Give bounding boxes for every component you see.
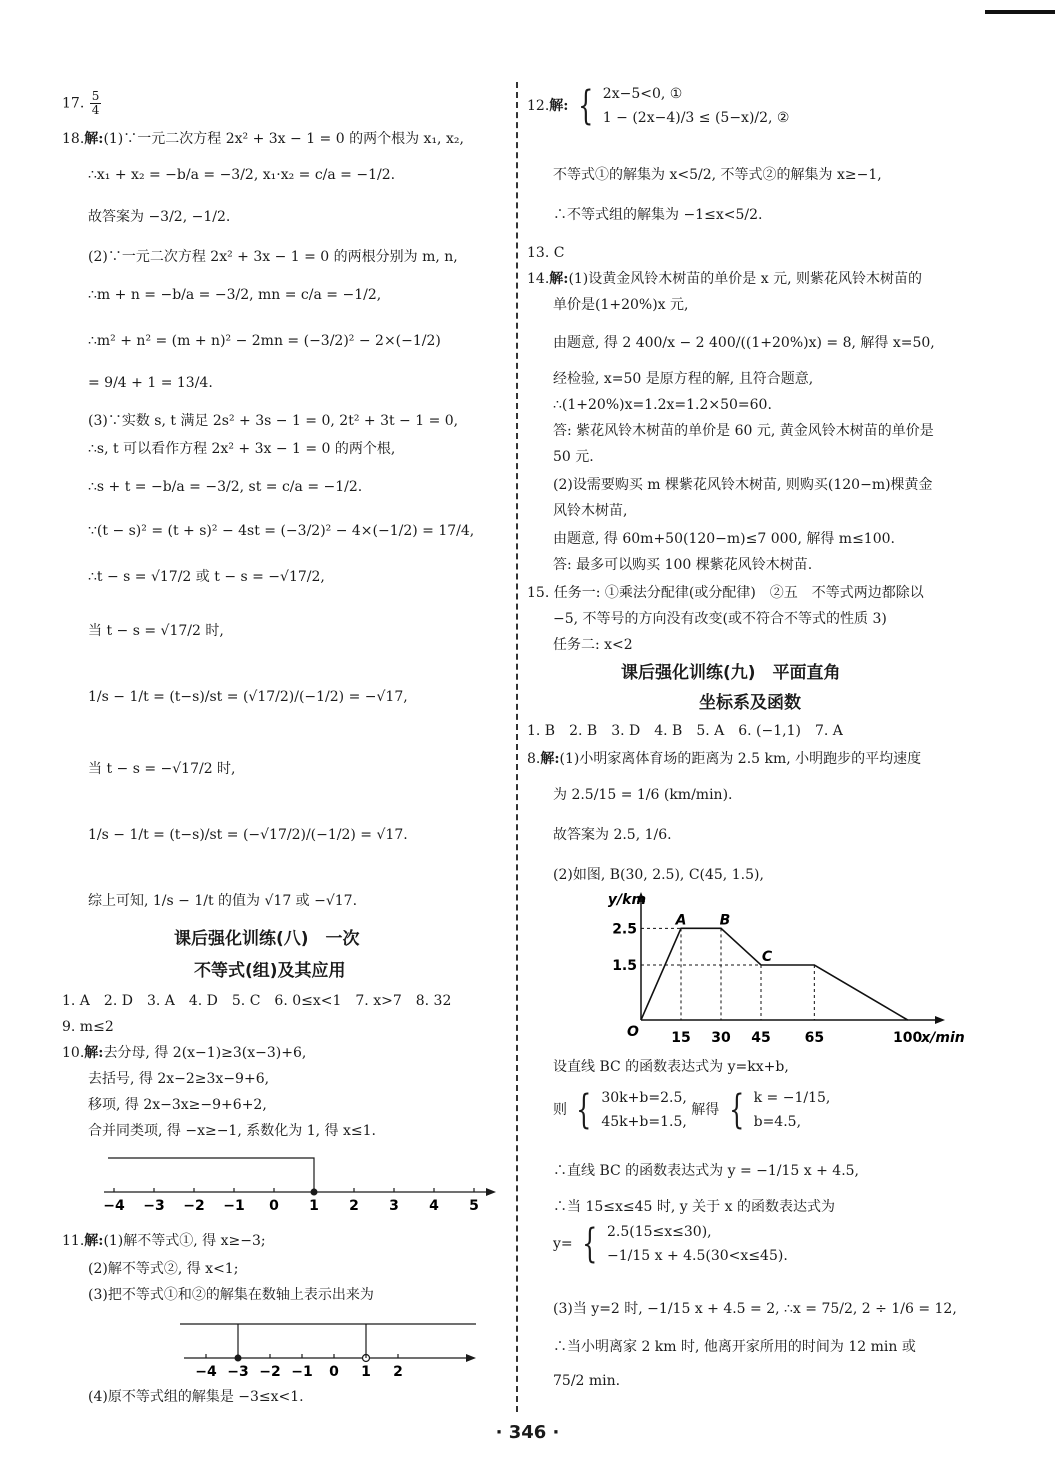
- text-line: (2)设需要购买 m 棵紫花风铃木树苗, 则购买(120−m)棵黄金: [553, 477, 933, 493]
- text-line: (4)原不等式组的解集是 −3≤x<1.: [88, 1389, 304, 1405]
- y-tick-label: 1.5: [612, 958, 637, 974]
- x-tick-label: 45: [751, 1030, 771, 1046]
- answer-12: 12.解: { 2x−5<0, ① 1 − (2x−4)/3 ≤ (5−x)/2, ②: [527, 83, 790, 129]
- text-line: ∴当 15≤x≤45 时, y 关于 x 的函数表达式为: [553, 1199, 835, 1215]
- origin-label: O: [627, 1024, 639, 1040]
- text-line: 合并同类项, 得 −x≥−1, 系数化为 1, 得 x≤1.: [88, 1123, 376, 1139]
- top-rule: [985, 10, 1055, 14]
- text-line: 移项, 得 2x−3x≥−9+6+2,: [88, 1097, 267, 1113]
- text-line: 答: 紫花风铃木树苗的单价是 60 元, 黄金风铃木树苗的单价是: [553, 423, 934, 439]
- text-line: 任务二: x<2: [553, 637, 633, 653]
- x-tick-label: 30: [711, 1030, 731, 1046]
- number-line-2: [180, 1312, 480, 1382]
- text-line: 1. A 2. D 3. A 4. D 5. C 6. 0≤x<1 7. x>7 8. 32: [62, 993, 452, 1009]
- text-line: ∴s, t 可以看作方程 2x² + 3x − 1 = 0 的两个根,: [88, 441, 396, 457]
- text-line: (2)如图, B(30, 2.5), C(45, 1.5),: [553, 867, 764, 883]
- tick-label: −3: [227, 1364, 249, 1380]
- text-line: ∴直线 BC 的函数表达式为 y = −1/15 x + 4.5,: [553, 1163, 860, 1179]
- text-line: 单价是(1+20%)x 元,: [553, 297, 689, 313]
- distance-time-graph: [607, 890, 967, 1050]
- text-line: ∴(1+20%)x=1.2x=1.2×50=60.: [553, 397, 772, 413]
- text-line: −5, 不等号的方向没有改变(或不符合不等式的性质 3): [553, 611, 887, 627]
- fraction: $\frac{5}{4}$: [91, 89, 100, 117]
- x-tick-label: 100: [893, 1030, 923, 1046]
- text-line: 经检验, x=50 是原方程的解, 且符合题意,: [553, 371, 814, 387]
- text-line: (2)解不等式②, 得 x<1;: [88, 1261, 239, 1277]
- text-line: ∴s + t = −b/a = −3/2, st = c/a = −1/2.: [88, 479, 363, 495]
- text-line: (3)∵实数 s, t 满足 2s² + 3s − 1 = 0, 2t² + 3t − 1 = 0,: [88, 413, 459, 429]
- x-axis-label: x/min: [921, 1030, 965, 1046]
- text-line: 1. B 2. B 3. D 4. B 5. A 6. (−1,1) 7. A: [527, 723, 843, 739]
- tick-label: 1: [309, 1198, 319, 1214]
- text-line: 由题意, 得 2 400/x − 2 400/((1+20%)x) = 8, 解得 x=50,: [553, 335, 935, 351]
- number-line-1: [100, 1154, 500, 1224]
- point-label: B: [719, 912, 731, 929]
- column-divider: [516, 82, 518, 1412]
- text-line: ∵(t − s)² = (t + s)² − 4st = (−3/2)² − 4×(−1/2) = 17/4,: [88, 523, 475, 539]
- text-line: 当 t − s = √17/2 时,: [88, 623, 224, 639]
- system-line: 则 { 30k+b=2.5, 45k+b=1.5, 解得 { k = −1/15, b=4.5,: [553, 1087, 831, 1133]
- text-line: (3)当 y=2 时, −1/15 x + 4.5 = 2, ∴x = 75/2, 2 ÷ 1/6 = 12,: [553, 1301, 957, 1317]
- text-line: (2)∵一元二次方程 2x² + 3x − 1 = 0 的两根分别为 m, n,: [88, 249, 458, 265]
- tick-label: −4: [103, 1198, 125, 1214]
- tick-label: −2: [259, 1364, 281, 1380]
- answer-11: 11.解:(1)解不等式①, 得 x≥−3;: [62, 1233, 266, 1249]
- tick-label: −1: [223, 1198, 245, 1214]
- text-line: ∴m + n = −b/a = −3/2, mn = c/a = −1/2,: [88, 287, 382, 303]
- x-arrow: [935, 1016, 945, 1024]
- piecewise-function: y= { 2.5(15≤x≤30), −1/15 x + 4.5(30<x≤45).: [553, 1221, 788, 1267]
- text-line: ∴不等式组的解集为 −1≤x<5/2.: [553, 207, 763, 223]
- x-tick-label: 15: [671, 1030, 691, 1046]
- section-heading: 课后强化训练(九) 平面直角: [621, 663, 841, 683]
- answer-18: 18.解:(1)∵一元二次方程 2x² + 3x − 1 = 0 的两个根为 x₁, x₂,: [62, 131, 464, 147]
- tick-label: 2: [349, 1198, 359, 1214]
- y-axis-label: y/km: [607, 892, 647, 908]
- page-number: · 346 ·: [495, 1422, 560, 1443]
- tick-label: −1: [291, 1364, 313, 1380]
- text-line: 9. m≤2: [62, 1019, 114, 1035]
- answer-17: 17. $\frac{5}{4}$: [62, 89, 100, 117]
- text-line: (3)把不等式①和②的解集在数轴上表示出来为: [88, 1287, 374, 1303]
- text-line: 1/s − 1/t = (t−s)/st = (√17/2)/(−1/2) = −√17,: [88, 689, 408, 705]
- answer-14: 14.解:(1)设黄金风铃木树苗的单价是 x 元, 则紫花风铃木树苗的: [527, 271, 922, 287]
- answer-10: 10.解:去分母, 得 2(x−1)≥3(x−3)+6,: [62, 1045, 307, 1061]
- text-line: ∴m² + n² = (m + n)² − 2mn = (−3/2)² − 2×(−1/2): [88, 333, 441, 349]
- tick-label: 2: [393, 1364, 403, 1380]
- tick-label: 1: [361, 1364, 371, 1380]
- section-heading: 坐标系及函数: [699, 693, 801, 713]
- tick-label: 4: [429, 1198, 439, 1214]
- text-line: 答: 最多可以购买 100 棵紫花风铃木树苗.: [553, 557, 813, 573]
- section-heading: 不等式(组)及其应用: [194, 961, 346, 981]
- text-line: 由题意, 得 60m+50(120−m)≤7 000, 解得 m≤100.: [553, 531, 895, 547]
- tick-label: −4: [195, 1364, 217, 1380]
- text-line: = 9/4 + 1 = 13/4.: [88, 375, 213, 391]
- text-line: 1/s − 1/t = (t−s)/st = (−√17/2)/(−1/2) = √17.: [88, 827, 408, 843]
- y-tick-label: 2.5: [612, 921, 637, 938]
- section-heading: 课后强化训练(八) 一次: [174, 929, 360, 949]
- text-line: 设直线 BC 的函数表达式为 y=kx+b,: [553, 1059, 789, 1075]
- text-line: 75/2 min.: [553, 1373, 621, 1389]
- text-line: 故答案为 2.5, 1/6.: [553, 827, 672, 843]
- text-line: 当 t − s = −√17/2 时,: [88, 761, 236, 777]
- text-line: 为 2.5/15 = 1/6 (km/min).: [553, 787, 733, 803]
- text-line: ∴当小明离家 2 km 时, 他离开家所用的时间为 12 min 或: [553, 1339, 916, 1355]
- answer-8: 8.解:(1)小明家离体育场的距离为 2.5 km, 小明跑步的平均速度: [527, 751, 922, 767]
- text-line: 综上可知, 1/s − 1/t 的值为 √17 或 −√17.: [88, 893, 358, 909]
- tick-label: 5: [469, 1198, 479, 1214]
- x-tick-label: 65: [804, 1030, 825, 1046]
- text-line: 15. 任务一: ①乘法分配律(或分配律) ②五 不等式两边都除以: [527, 585, 924, 601]
- tick-label: 0: [329, 1364, 339, 1380]
- tick-label: −2: [183, 1198, 205, 1214]
- text-line: 故答案为 −3/2, −1/2.: [88, 209, 231, 225]
- tick-label: 0: [269, 1198, 279, 1214]
- text-line: 50 元.: [553, 449, 594, 465]
- text-line: 去括号, 得 2x−2≥3x−9+6,: [88, 1071, 270, 1087]
- point-label: A: [675, 912, 687, 929]
- text-line: 13. C: [527, 245, 565, 261]
- tick-label: −3: [143, 1198, 165, 1214]
- text-line: ∴t − s = √17/2 或 t − s = −√17/2,: [88, 569, 325, 585]
- text-line: 不等式①的解集为 x<5/2, 不等式②的解集为 x≥−1,: [553, 167, 882, 183]
- text-line: 风铃木树苗,: [553, 503, 628, 519]
- tick-label: 3: [389, 1198, 399, 1214]
- point-label: C: [761, 949, 773, 965]
- text-line: ∴x₁ + x₂ = −b/a = −3/2, x₁·x₂ = c/a = −1/2.: [88, 167, 396, 183]
